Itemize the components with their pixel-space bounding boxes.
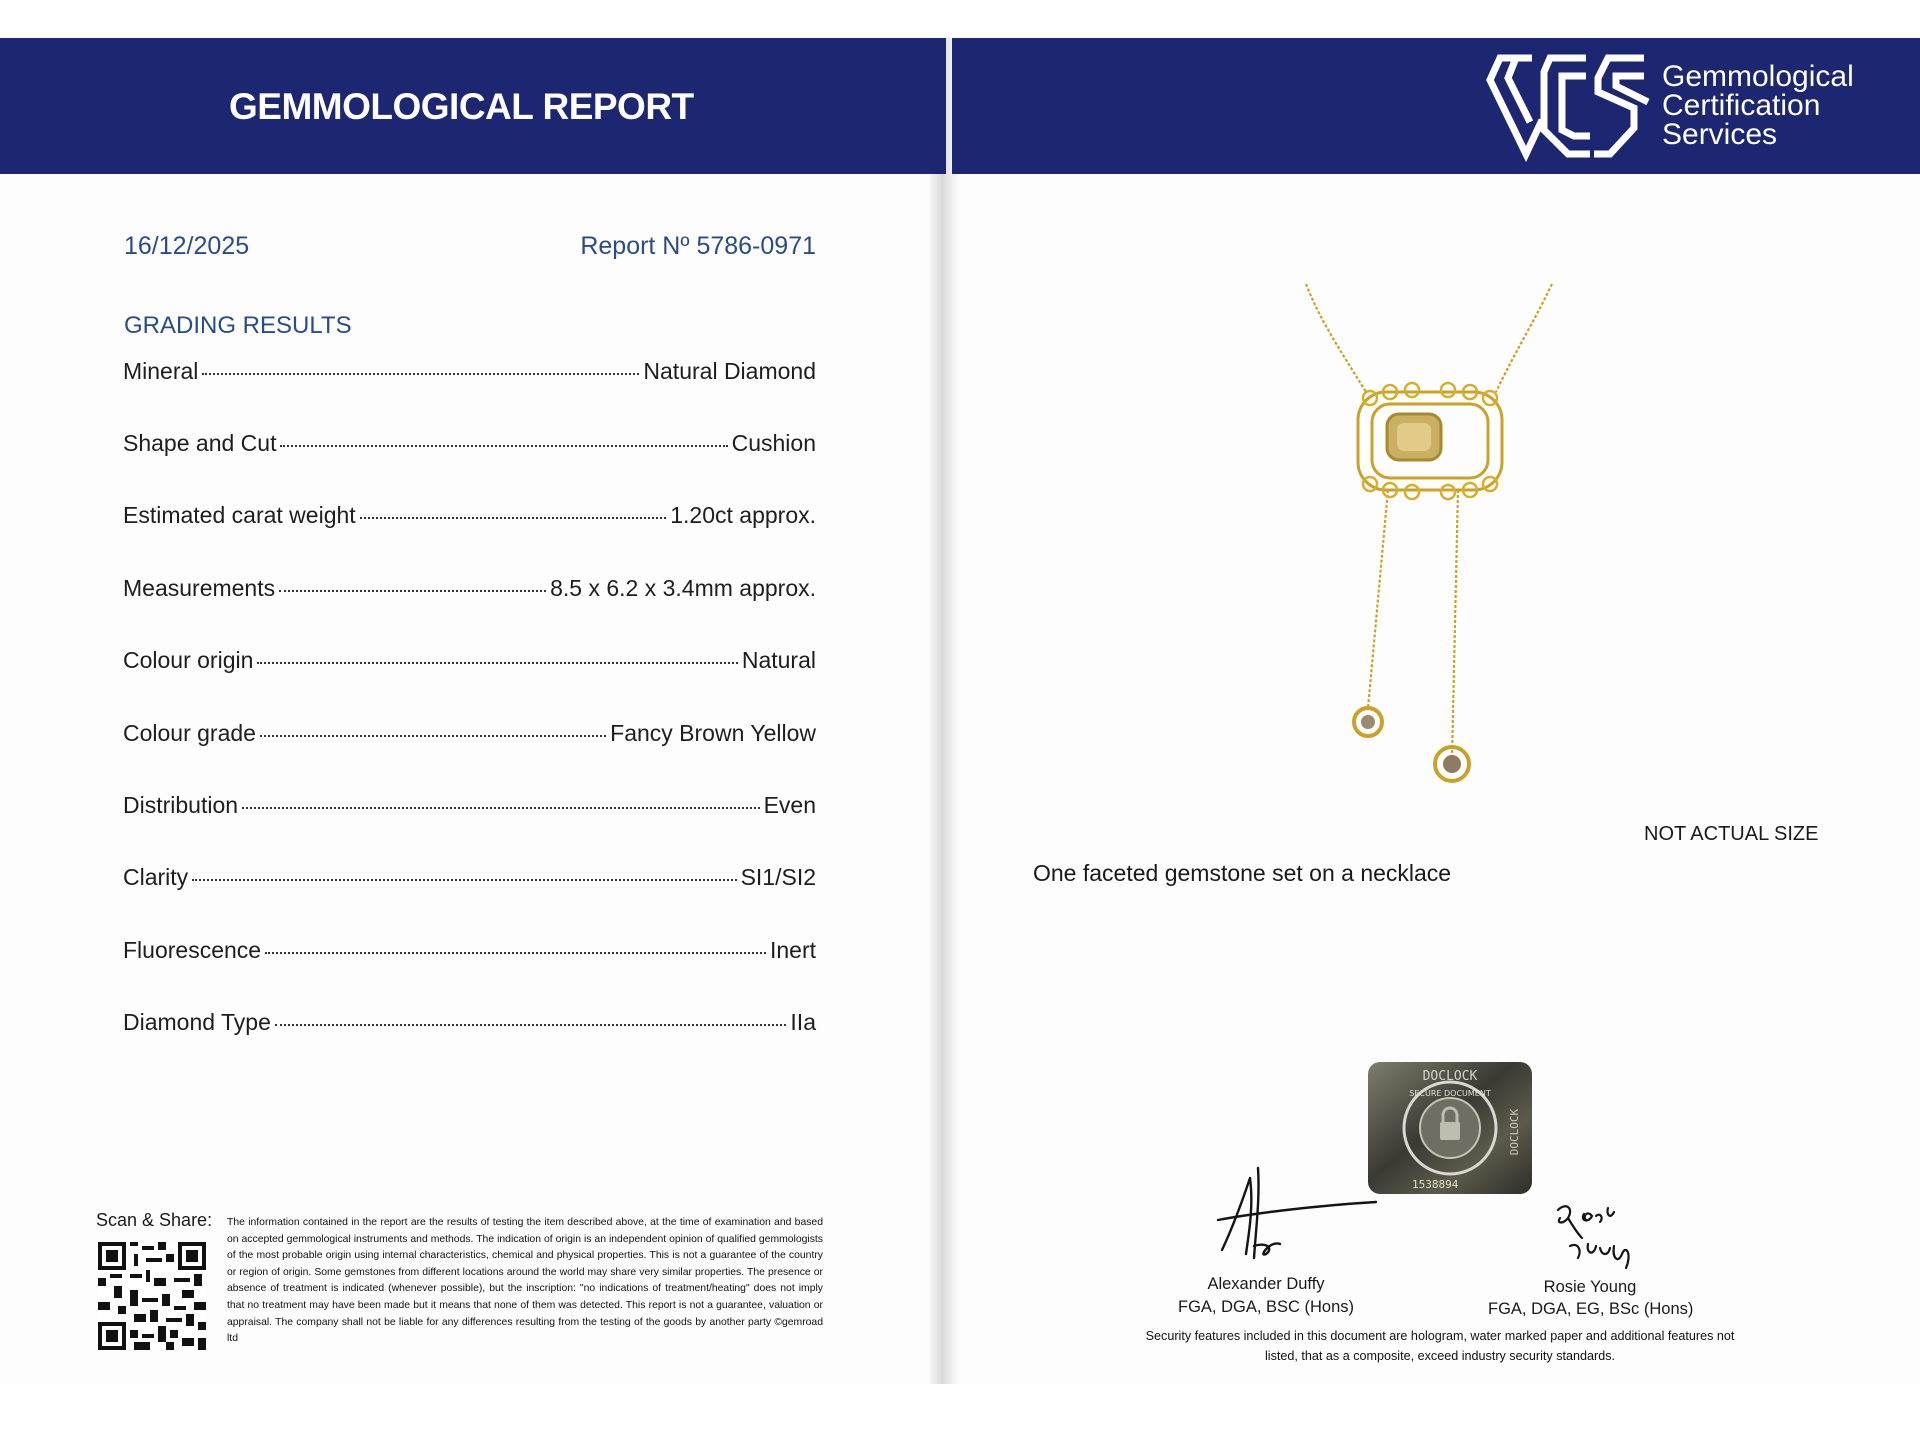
hologram-ring-text: SECURE DOCUMENT xyxy=(1409,1089,1491,1098)
grading-row-diamond-type xyxy=(123,1009,816,1036)
security-features-note: Security features included in this document are hologram, water marked paper and additional features not listed, that as a composite, exceed industry security standards. xyxy=(1145,1329,1735,1363)
grading-row-measurements xyxy=(123,575,816,602)
row-label: Colour origin xyxy=(123,647,254,673)
signature-rosie-young-icon xyxy=(1548,1198,1638,1278)
brand-line: Services xyxy=(1662,118,1778,151)
hologram-serial: 1538894 xyxy=(1412,1178,1459,1191)
disclaimer-text: The information contained in the report are the results of testing the item described above, at the time of examination and based on accepted gemmological instruments and methods. The indication of origin is an independent opinion of qualified gemmologists of the most probable origin using internal characteristics, chemical and physical properties. This is not a guarantee of the country or region of origin. Some gemstones from different locations around the world may share very similar properties. The presence or absence of treatment is indicated (whenever possible), but the inscription: "no indications of treatment/heating" does not imply that no treatment may have been made but it means that none of them was detected. This report is not a guarantee, valuation or appraisal. The company shall not be liable for any differences resulting from the testing of the goods by another party ©gemroad ltd xyxy=(227,1217,823,1345)
row-value: SI1/SI2 xyxy=(740,864,816,890)
row-label: Distribution xyxy=(123,792,239,818)
row-value: Natural xyxy=(741,647,816,673)
row-value: Inert xyxy=(769,937,816,963)
grading-row-clarity xyxy=(123,864,816,891)
grading-row-distribution xyxy=(123,792,816,819)
row-label: Shape and Cut xyxy=(123,430,277,456)
grading-row-carat xyxy=(123,502,816,529)
report-title: GEMMOLOGICAL REPORT xyxy=(229,86,694,127)
brand-name xyxy=(1662,62,1854,149)
not-actual-size-note: NOT ACTUAL SIZE xyxy=(1644,823,1819,845)
row-value: 1.20ct approx. xyxy=(670,502,816,528)
grading-row-colour-grade xyxy=(123,720,816,747)
row-label: Clarity xyxy=(123,864,189,890)
grading-heading: GRADING RESULTS xyxy=(124,312,352,339)
row-label: Diamond Type xyxy=(123,1009,271,1035)
scan-share-label: Scan & Share: xyxy=(96,1210,213,1230)
brand-line: Certification xyxy=(1662,89,1821,122)
row-label: Measurements xyxy=(123,575,276,601)
grading-row-mineral xyxy=(123,358,816,385)
grading-row-fluorescence xyxy=(123,937,816,964)
grading-row-colour-origin xyxy=(123,647,816,674)
page-gutter xyxy=(930,38,958,1384)
row-value: IIa xyxy=(790,1009,816,1035)
row-value: Cushion xyxy=(731,430,816,456)
item-description: One faceted gemstone set on a necklace xyxy=(1033,860,1452,886)
security-hologram-icon xyxy=(1368,1062,1532,1194)
signature-alexander-duffy-icon xyxy=(1210,1158,1380,1268)
gcs-logo-icon xyxy=(1486,50,1650,162)
hologram-top-text: DOCLOCK xyxy=(1422,1069,1478,1084)
signatory-name: Rosie Young xyxy=(1543,1278,1637,1296)
signatory-credentials: FGA, DGA, EG, BSc (Hons) xyxy=(1488,1300,1694,1318)
row-label: Mineral xyxy=(123,358,199,384)
row-label: Estimated carat weight xyxy=(123,502,356,528)
grading-row-shape xyxy=(123,430,816,457)
brand-line: Gemmological xyxy=(1662,60,1854,93)
row-label: Colour grade xyxy=(123,720,256,746)
row-value: Fancy Brown Yellow xyxy=(610,720,816,746)
row-value: 8.5 x 6.2 x 3.4mm approx. xyxy=(550,575,816,601)
signatory-credentials: FGA, DGA, BSC (Hons) xyxy=(1177,1298,1355,1316)
signatory-name: Alexander Duffy xyxy=(1207,1275,1325,1293)
report-date: 16/12/2025 xyxy=(124,232,250,260)
row-value: Even xyxy=(763,792,816,818)
necklace-photo-icon xyxy=(1290,280,1580,800)
qr-code-icon[interactable] xyxy=(98,1242,206,1350)
report-number: Report Nº 5786-0971 xyxy=(580,232,816,260)
row-value: Natural Diamond xyxy=(643,358,816,384)
hologram-side-text: DOCLOCK xyxy=(1508,1108,1521,1156)
row-label: Fluorescence xyxy=(123,937,262,963)
